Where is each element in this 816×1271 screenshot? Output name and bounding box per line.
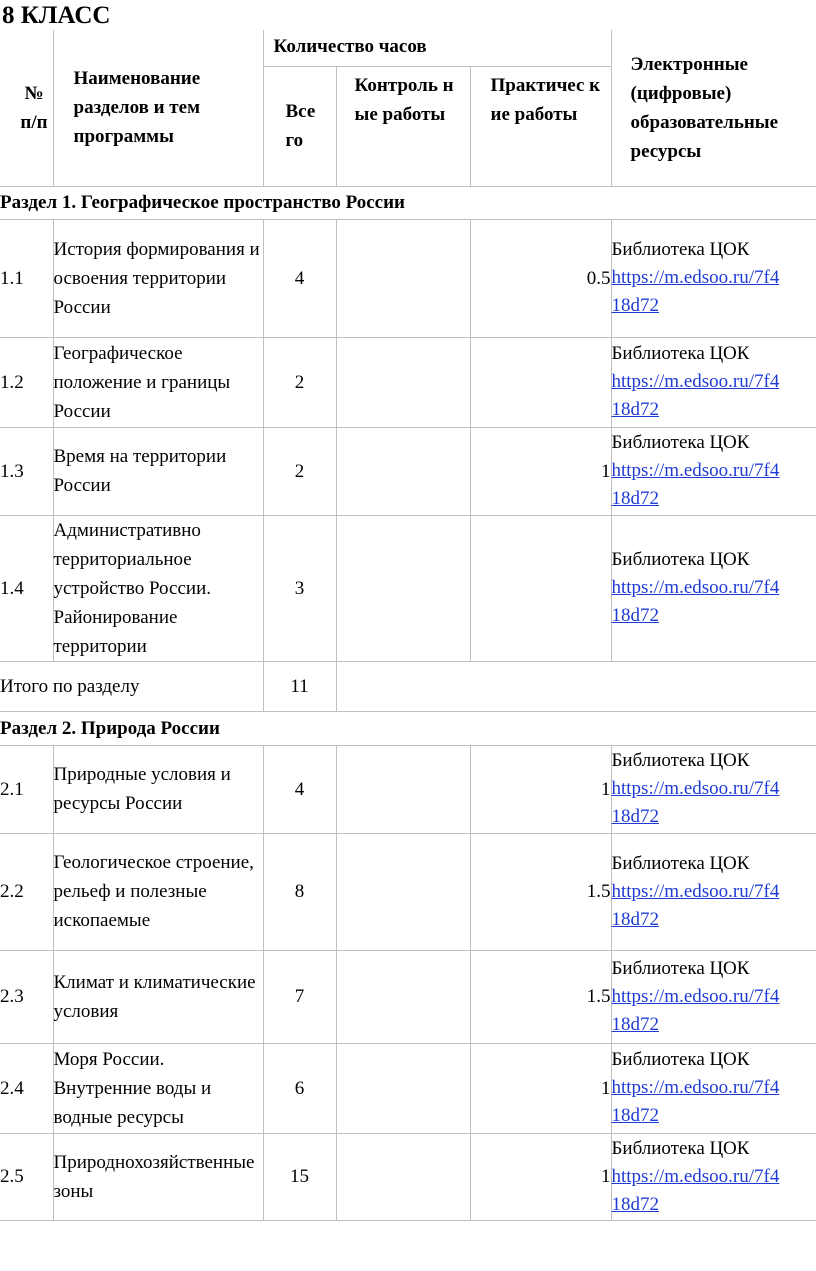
row-control-works <box>336 337 470 427</box>
resource-link[interactable]: https://m.edsoo.ru/7f418d72 <box>611 1165 780 1215</box>
table-row <box>0 1043 816 1133</box>
section-title: Раздел 2. Природа России <box>0 711 816 745</box>
row-practical-works: 1 <box>470 1043 611 1133</box>
resource-library-label: Библиотека ЦОК <box>611 343 750 364</box>
row-total-hours: 4 <box>263 745 336 833</box>
row-practical-works <box>470 515 611 661</box>
row-number: 1.1 <box>0 219 53 337</box>
row-practical-works: 1 <box>470 427 611 515</box>
curriculum-table <box>0 30 816 1221</box>
row-total-hours: 3 <box>263 515 336 661</box>
resource-library-label: Библиотека ЦОК <box>611 750 750 771</box>
row-topic-name: История формирования и освоения территории России <box>53 219 263 337</box>
row-number: 2.4 <box>0 1043 53 1133</box>
row-total-hours: 6 <box>263 1043 336 1133</box>
row-resources <box>611 833 816 950</box>
row-control-works <box>336 950 470 1043</box>
row-topic-name: Природные условия и ресурсы России <box>53 745 263 833</box>
section-title: Раздел 1. Географическое пространство России <box>0 186 816 219</box>
resource-link[interactable]: https://m.edsoo.ru/7f418d72 <box>611 1077 780 1126</box>
row-practical-works: 1 <box>470 1133 611 1220</box>
row-resources <box>611 745 816 833</box>
resource-link[interactable]: https://m.edsoo.ru/7f418d72 <box>611 880 780 930</box>
row-total-hours: 8 <box>263 833 336 950</box>
row-number: 2.3 <box>0 950 53 1043</box>
table-row <box>0 427 816 515</box>
subtotal-empty <box>336 661 816 711</box>
row-number: 1.2 <box>0 337 53 427</box>
table-row <box>0 833 816 950</box>
header-control: Контроль ные работы <box>336 66 470 186</box>
resource-library-label: Библиотека ЦОК <box>611 432 750 453</box>
resource-library-label: Библиотека ЦОК <box>611 239 750 260</box>
table-row <box>0 1133 816 1220</box>
table-row <box>0 950 816 1043</box>
row-total-hours: 2 <box>263 427 336 515</box>
row-practical-works <box>470 337 611 427</box>
header-practical: Практичес кие работы <box>470 66 611 186</box>
row-resources <box>611 427 816 515</box>
page-title: 8 КЛАСС <box>2 2 111 29</box>
resource-link[interactable]: https://m.edsoo.ru/7f418d72 <box>611 267 780 316</box>
row-control-works <box>336 1133 470 1220</box>
table-row <box>0 745 816 833</box>
table-row <box>0 515 816 661</box>
subtotal-row <box>0 661 816 711</box>
row-number: 2.2 <box>0 833 53 950</box>
row-number: 1.3 <box>0 427 53 515</box>
row-resources <box>611 515 816 661</box>
row-resources <box>611 337 816 427</box>
resource-library-label: Библиотека ЦОК <box>611 957 750 979</box>
row-total-hours: 2 <box>263 337 336 427</box>
row-control-works <box>336 515 470 661</box>
row-practical-works: 1.5 <box>470 950 611 1043</box>
row-practical-works: 1.5 <box>470 833 611 950</box>
row-number: 2.5 <box>0 1133 53 1220</box>
row-control-works <box>336 1043 470 1133</box>
row-resources <box>611 1133 816 1220</box>
row-total-hours: 15 <box>263 1133 336 1220</box>
table-row <box>0 337 816 427</box>
resource-library-label: Библиотека ЦОК <box>611 549 750 570</box>
resource-library-label: Библиотека ЦОК <box>611 852 750 874</box>
row-topic-name: Время на территории России <box>53 427 263 515</box>
row-control-works <box>336 427 470 515</box>
header-num: № п/п <box>0 30 53 186</box>
header-total: Все го <box>263 66 336 186</box>
row-total-hours: 7 <box>263 950 336 1043</box>
row-number: 1.4 <box>0 515 53 661</box>
resource-library-label: Библиотека ЦОК <box>611 1049 750 1070</box>
row-topic-name: Моря России. Внутренние воды и водные ресурсы <box>53 1043 263 1133</box>
row-control-works <box>336 833 470 950</box>
resource-link[interactable]: https://m.edsoo.ru/7f418d72 <box>611 778 780 827</box>
row-control-works <box>336 745 470 833</box>
row-practical-works: 0.5 <box>470 219 611 337</box>
header-resources: Электронные (цифровые) образовательные ресурсы <box>611 30 816 186</box>
row-resources <box>611 950 816 1043</box>
row-total-hours: 4 <box>263 219 336 337</box>
header-hours: Количество часов <box>263 30 611 66</box>
row-topic-name: Природнохозяйственные зоны <box>53 1133 263 1220</box>
header-name: Наименование разделов и тем программы <box>53 30 263 186</box>
row-control-works <box>336 219 470 337</box>
resource-link[interactable]: https://m.edsoo.ru/7f418d72 <box>611 577 780 626</box>
row-number: 2.1 <box>0 745 53 833</box>
row-topic-name: Административно территориальное устройство России. Районирование территории <box>53 515 263 661</box>
row-practical-works: 1 <box>470 745 611 833</box>
resource-link[interactable]: https://m.edsoo.ru/7f418d72 <box>611 460 780 509</box>
resource-library-label: Библиотека ЦОК <box>611 1137 750 1159</box>
resource-link[interactable]: https://m.edsoo.ru/7f418d72 <box>611 985 780 1035</box>
subtotal-value: 11 <box>263 661 336 711</box>
row-resources <box>611 219 816 337</box>
row-topic-name: Геологическое строение, рельеф и полезные ископаемые <box>53 833 263 950</box>
row-topic-name: Географическое положение и границы России <box>53 337 263 427</box>
row-resources <box>611 1043 816 1133</box>
row-topic-name: Климат и климатические условия <box>53 950 263 1043</box>
subtotal-label: Итого по разделу <box>0 661 263 711</box>
table-row <box>0 219 816 337</box>
resource-link[interactable]: https://m.edsoo.ru/7f418d72 <box>611 371 780 420</box>
